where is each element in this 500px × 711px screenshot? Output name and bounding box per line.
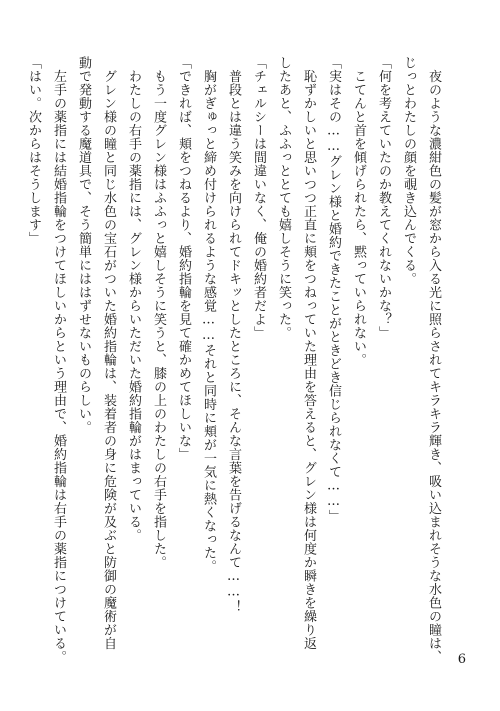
vertical-text-block (26, 56, 446, 664)
text-line: 「実はその……グレン様と婚約できたことがときどき信じられなくて……」 (326, 56, 341, 523)
text-line: 左手の薬指には結婚指輪をつけてほしいからという理由で、婚約指輪は右手の薬指につけている。 (51, 56, 66, 664)
page-number: 6 (457, 652, 466, 667)
text-line: 胸がぎゅっと締め付けられるような感覚……それと同時に頬が一気に熱くなった。 (201, 56, 216, 573)
text-line: 「チェルシーは間違いなく、俺の婚約者だよ」 (251, 56, 266, 340)
text-line: グレン様の瞳と同じ水色の宝石がついた婚約指輪は、装着者の身に危険が及ぶと防御の魔術が自 (101, 56, 116, 650)
text-line: 「何を考えていたのか教えてくれないかな？」 (376, 56, 391, 340)
text-line: もう一度グレン様はふふっと嬉しそうに笑うと、膝の上のわたしの右手を指した。 (151, 56, 166, 569)
text-line: したあと、ふふっととても嬉しそうに笑った。 (276, 56, 291, 340)
text-line: 夜のような濃紺色の髪が窓から入る光に照らされてキラキラ輝き、吸い込まれそうな水色の瞳は、 (426, 56, 441, 664)
text-line: 「はい。次からはそうします」 (26, 56, 41, 245)
text-line: 普段とは違う笑みを向けられてドキッとしたところに、そんな言葉を告げるなんて……！ (226, 56, 241, 614)
text-line: わたしの右手の薬指には、グレン様からいただいた婚約指輪がはまっている。 (126, 56, 141, 542)
text-line: 動で発動する魔道具で、そう簡単にははずせないものらしい。 (76, 56, 91, 434)
text-line: 恥ずかしいと思いつつ正直に頬をつねっていた理由を答えると、グレン様は何度か瞬きを繰り返 (301, 56, 316, 650)
text-line: こてんと首を傾げられたら、黙っていられない。 (351, 56, 366, 367)
text-line: 「できれば、頬をつねるより、婚約指輪を見て確かめてほしいな」 (176, 56, 191, 461)
text-line: じっとわたしの顔を覗き込んでくる。 (401, 56, 416, 286)
